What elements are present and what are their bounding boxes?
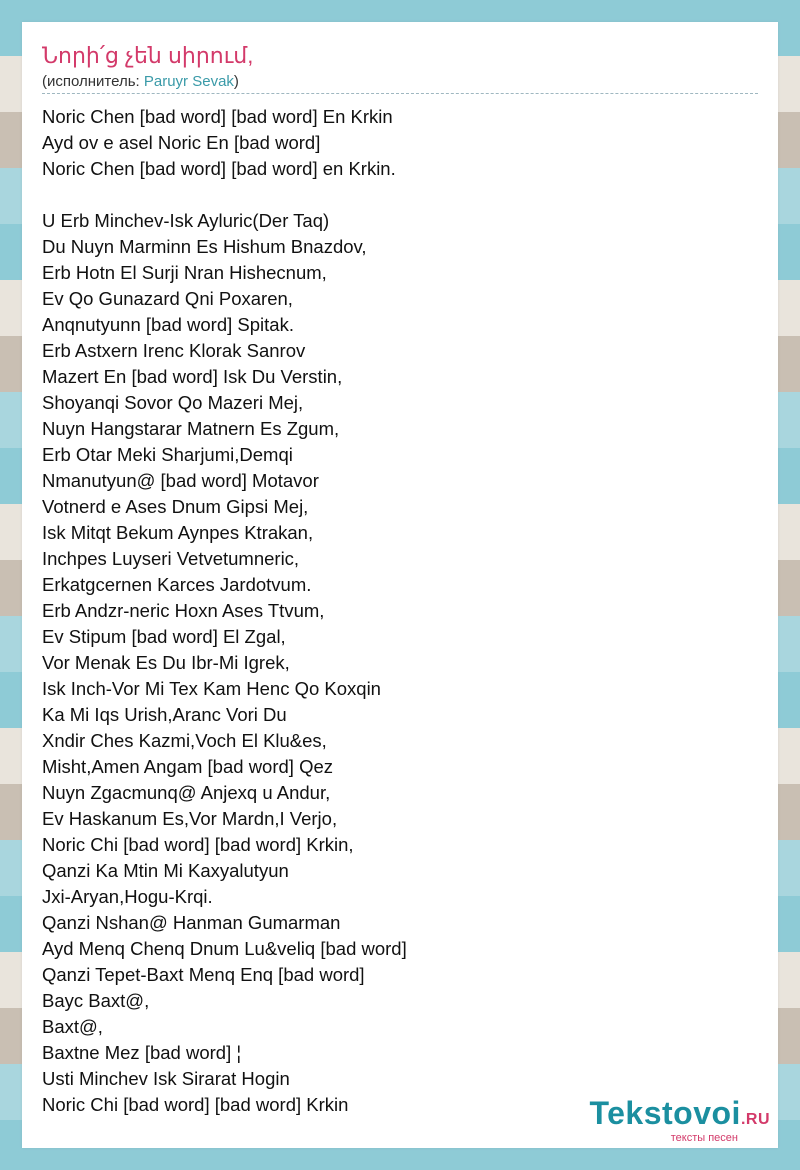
lyric-line: Ev Haskanum Es,Vor Mardn,I Verjo, — [42, 808, 338, 829]
lyric-line: Isk Inch-Vor Mi Tex Kam Henc Qo Koxqin — [42, 678, 381, 699]
lyric-line: Erb Hotn El Surji Nran Hishecnum, — [42, 262, 327, 283]
lyric-line: Xndir Ches Kazmi,Voch El Klu&es, — [42, 730, 327, 751]
performer-line — [42, 72, 239, 92]
lyric-line: Anqnutyunn [bad word] Spitak. — [42, 314, 294, 335]
lyric-line: Nmanutyun@ [bad word] Motavor — [42, 470, 319, 491]
lyric-line: Noric Chi [bad word] [bad word] Krkin — [42, 1094, 349, 1115]
lyric-line: Bayc Baxt@, — [42, 990, 150, 1011]
song-title: Նորի՛ց չեն սիրում, — [42, 43, 254, 68]
lyric-line: Qanzi Nshan@ Hanman Gumarman — [42, 912, 341, 933]
performer-prefix: (исполнитель: — [42, 73, 144, 90]
title-divider — [42, 93, 758, 94]
lyric-line: Usti Minchev Isk Sirarat Hogin — [42, 1068, 290, 1089]
lyric-line: Nuyn Hangstarar Matnern Es Zgum, — [42, 418, 340, 439]
lyric-line: Mazert En [bad word] Isk Du Verstin, — [42, 366, 343, 387]
lyric-line — [42, 182, 407, 208]
lyric-line: Noric Chi [bad word] [bad word] Krkin, — [42, 834, 354, 855]
performer-suffix: ) — [233, 73, 239, 90]
lyrics-card — [22, 22, 778, 1148]
performer-link[interactable]: Paruyr Sevak — [143, 73, 234, 90]
lyric-line: Vor Menak Es Du Ibr-Mi Igrek, — [42, 652, 290, 673]
lyric-line: Votnerd e Ases Dnum Gipsi Mej, — [42, 496, 309, 517]
lyric-line: Noric Chen [bad word] [bad word] en Krkin. — [42, 158, 396, 179]
lyric-line: Inchpes Luyseri Vetvetumneric, — [42, 548, 300, 569]
lyric-line: Misht,Amen Angam [bad word] Qez — [42, 756, 333, 777]
logo-name: Tekstovoi — [589, 1095, 741, 1131]
lyric-line: Erkatgcernen Karces Jardotvum. — [42, 574, 312, 595]
lyric-line: Ev Qo Gunazard Qni Poxaren, — [42, 288, 293, 309]
lyric-line: Shoyanqi Sovor Qo Mazeri Mej, — [42, 392, 304, 413]
lyric-line: Jxi-Aryan,Hogu-Krqi. — [42, 886, 213, 907]
lyrics-body — [42, 104, 407, 1118]
site-logo[interactable] — [589, 1095, 770, 1144]
lyric-line: Qanzi Tepet-Baxt Menq Enq [bad word] — [42, 964, 365, 985]
lyric-line: Ev Stipum [bad word] El Zgal, — [42, 626, 286, 647]
lyric-line: Erb Otar Meki Sharjumi,Demqi — [42, 444, 293, 465]
lyric-line: Erb Andzr-neric Hoxn Ases Ttvum, — [42, 600, 325, 621]
lyric-line: Baxt@, — [42, 1016, 103, 1037]
lyric-line: Ka Mi Iqs Urish,Aranc Vori Du — [42, 704, 287, 725]
lyric-line: Baxtne Mez [bad word] ¦ — [42, 1042, 242, 1063]
lyric-line: Ayd ov e asel Noric En [bad word] — [42, 132, 321, 153]
lyric-line: Noric Chen [bad word] [bad word] En Krkin — [42, 106, 393, 127]
lyric-line: Ayd Menq Chenq Dnum Lu&veliq [bad word] — [42, 938, 407, 959]
lyric-line: Nuyn Zgacmunq@ Anjexq u Andur, — [42, 782, 331, 803]
lyric-line: Erb Astxern Irenc Klorak Sanrov — [42, 340, 306, 361]
logo-tagline: тексты песен — [670, 1132, 738, 1144]
lyric-line: Qanzi Ka Mtin Mi Kaxyalutyun — [42, 860, 289, 881]
lyric-line: U Erb Minchev-Isk Ayluric(Der Taq) — [42, 210, 330, 231]
lyric-line: Isk Mitqt Bekum Aynpes Ktrakan, — [42, 522, 314, 543]
logo-tld: .RU — [740, 1111, 770, 1128]
lyric-line: Du Nuyn Marminn Es Hishum Bnazdov, — [42, 236, 367, 257]
